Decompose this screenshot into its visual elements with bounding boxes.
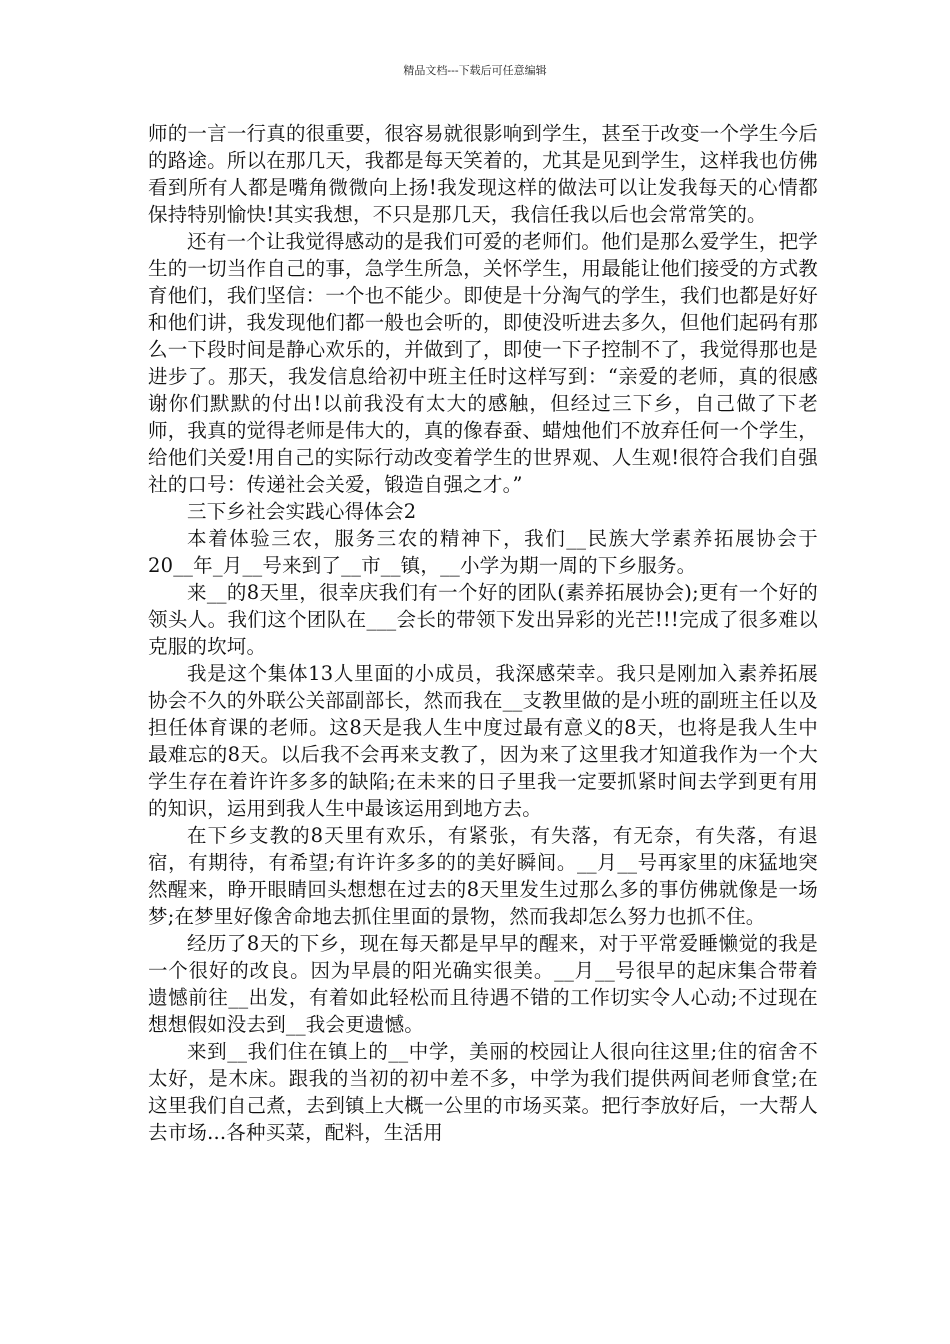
paragraph: 在下乡支教的8天里有欢乐，有紧张，有失落，有无奈，有失落，有退宿，有期待，有希望;有许许多多的的美好瞬间。__月__号再家里的床猛地突然醒来，睁开眼睛回头想想在过去的8天里发生过那么多的事仿佛就像是一场梦;在梦里好像舍命地去抓住里面的景物，然而我却怎么努力也抓不住。 <box>148 824 818 928</box>
page-header: 精品文档---下载后可任意编辑 <box>403 64 547 77</box>
paragraph: 来__的8天里，很幸庆我们有一个好的团队(素养拓展协会);更有一个好的领头人。我们这个团队在___会长的带领下发出异彩的光芒!!!完成了很多难以克服的坎坷。 <box>148 581 818 658</box>
paragraph: 我是这个集体13人里面的小成员，我深感荣幸。我只是刚加入素养拓展协会不久的外联公关部副部长，然而我在__支教里做的是小班的副班主任以及担任体育课的老师。这8天是我人生中度过最有意义的8天，也将是我人生中最难忘的8天。以后我不会再来支教了，因为来了这里我才知道我作为一个大学生存在着许许多多的缺陷;在未来的日子里我一定要抓紧时间去学到更有用的知识，运用到我人生中最该运用到地方去。 <box>148 662 819 820</box>
paragraph: 本着体验三农，服务三农的精神下，我们__民族大学素养拓展协会于20__年_月__号来到了__市__镇，__小学为期一周的下乡服务。 <box>148 527 818 577</box>
paragraph: 师的一言一行真的很重要，很容易就很影响到学生，甚至于改变一个学生今后的路途。所以在那几天，我都是每天笑着的，尤其是见到学生，这样我也仿佛看到所有人都是嘴角微微向上扬!我发现这样的做法可以让发我每天的心情都保持特别愉快!其实我想，不只是那几天，我信任我以后也会常常笑的。 <box>148 122 818 226</box>
paragraph: 还有一个让我觉得感动的是我们可爱的老师们。他们是那么爱学生，把学生的一切当作自己的事，急学生所急，关怀学生，用最能让他们接受的方式教育他们，我们坚信：一个也不能少。即使是十分淘气的学生，我们也都是好好和他们讲，我发现他们都一般也会听的，即使没听进去多久，但他们起码有那么一下段时间是静心欢乐的，并做到了，即使一下子控制不了，我觉得那也是进步了。那天，我发信息给初中班主任时这样写到：“亲爱的老师，真的很感谢你们默默的付出!以前我没有太大的感触，但经过三下乡，自己做了下老师，我真的觉得老师是伟大的，真的像春蚕、蜡烛他们不放弃任何一个学生，给他们关爱!用自己的实际行动改变着学生的世界观、人生观!很符合我们自强社的口号：传递社会关爱，锻造自强之才。” <box>148 230 818 496</box>
paragraph: 经历了8天的下乡，现在每天都是早早的醒来，对于平常爱睡懒觉的我是一个很好的改良。因为早晨的阳光确实很美。__月__号很早的起床集合带着遗憾前往__出发，有着如此轻松而且待遇不错的工作切实令人心动;不过现在想想假如没去到__我会更遗憾。 <box>148 932 818 1036</box>
section-heading: 三下乡社会实践心得体会2 <box>187 500 417 523</box>
paragraph: 来到__我们住在镇上的__中学，美丽的校园让人很向往这里;住的宿舍不太好，是木床。跟我的当初的初中差不多，中学为我们提供两间老师食堂;在这里我们自己煮，去到镇上大概一公里的市场买菜。把行李放好后，一大帮人去市场...各种买菜，配料，生活用 <box>148 1040 818 1144</box>
document-body <box>148 120 818 1146</box>
